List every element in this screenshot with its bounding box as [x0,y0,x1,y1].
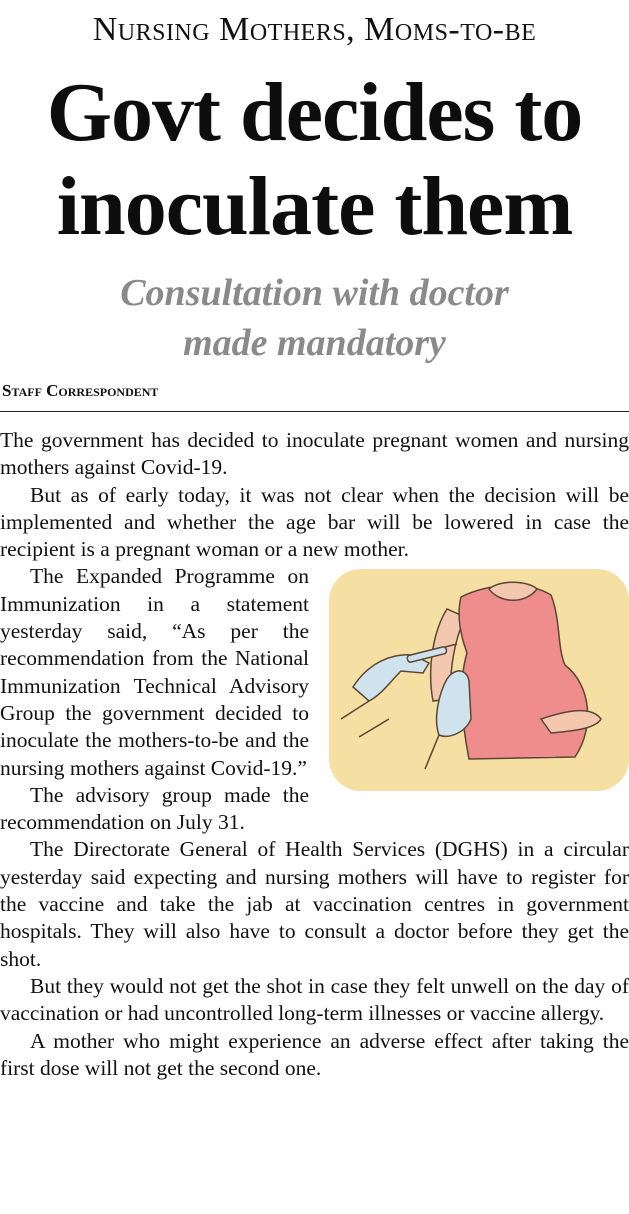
deck-line-2: made mandatory [183,322,446,364]
paragraph-6: But they would not get the shot in case they felt unwell on the day of vaccination or had uncontrolled long-term illnesses or vaccine allergy. [0,973,629,1026]
paragraph-5: The Directorate General of Health Services (DGHS) in a circular yesterday said expecting and nursing mothers will have to register for the vaccine and take the jab at vaccination centres in government hospitals. They will also have to consult a doctor before they get the shot. [0,837,629,971]
paragraph-7: A mother who might experience an adverse effect after taking the first dose will not get the second one. [0,1028,629,1080]
byline: Staff Correspondent [2,381,159,400]
deck-line-1: Consultation with doctor [120,272,509,314]
headline [0,66,629,254]
headline-line-2: inoculate them [56,160,573,253]
paragraph-2: But as of early today, it was not clear when the decision will be implemented and whether the age bar will be lowered in case the recipient is a pregnant woman or a new mother. [0,482,629,562]
paragraph-4: The advisory group made the recommendation on July 31. [0,782,309,835]
headline-line-1: Govt decides to [46,66,583,159]
paragraph-1: The government has decided to inoculate pregnant women and nursing mothers against Covid-19. [0,428,629,480]
article-body [0,427,629,1082]
byline-divider [0,411,629,412]
vaccination-illustration [329,569,629,791]
paragraph-3: The Expanded Programme on Immunization in a statement yesterday said, “As per the recommendation from the National Immunization Technical Advisory Group the government decided to inoculate the mothers-to-be and the nursing mothers against Covid-19.” [0,564,309,780]
kicker: Nursing Mothers, Moms-to-be [92,11,537,48]
pregnant-woman-vaccine-image [329,569,629,791]
deck-subheadline [0,268,629,368]
